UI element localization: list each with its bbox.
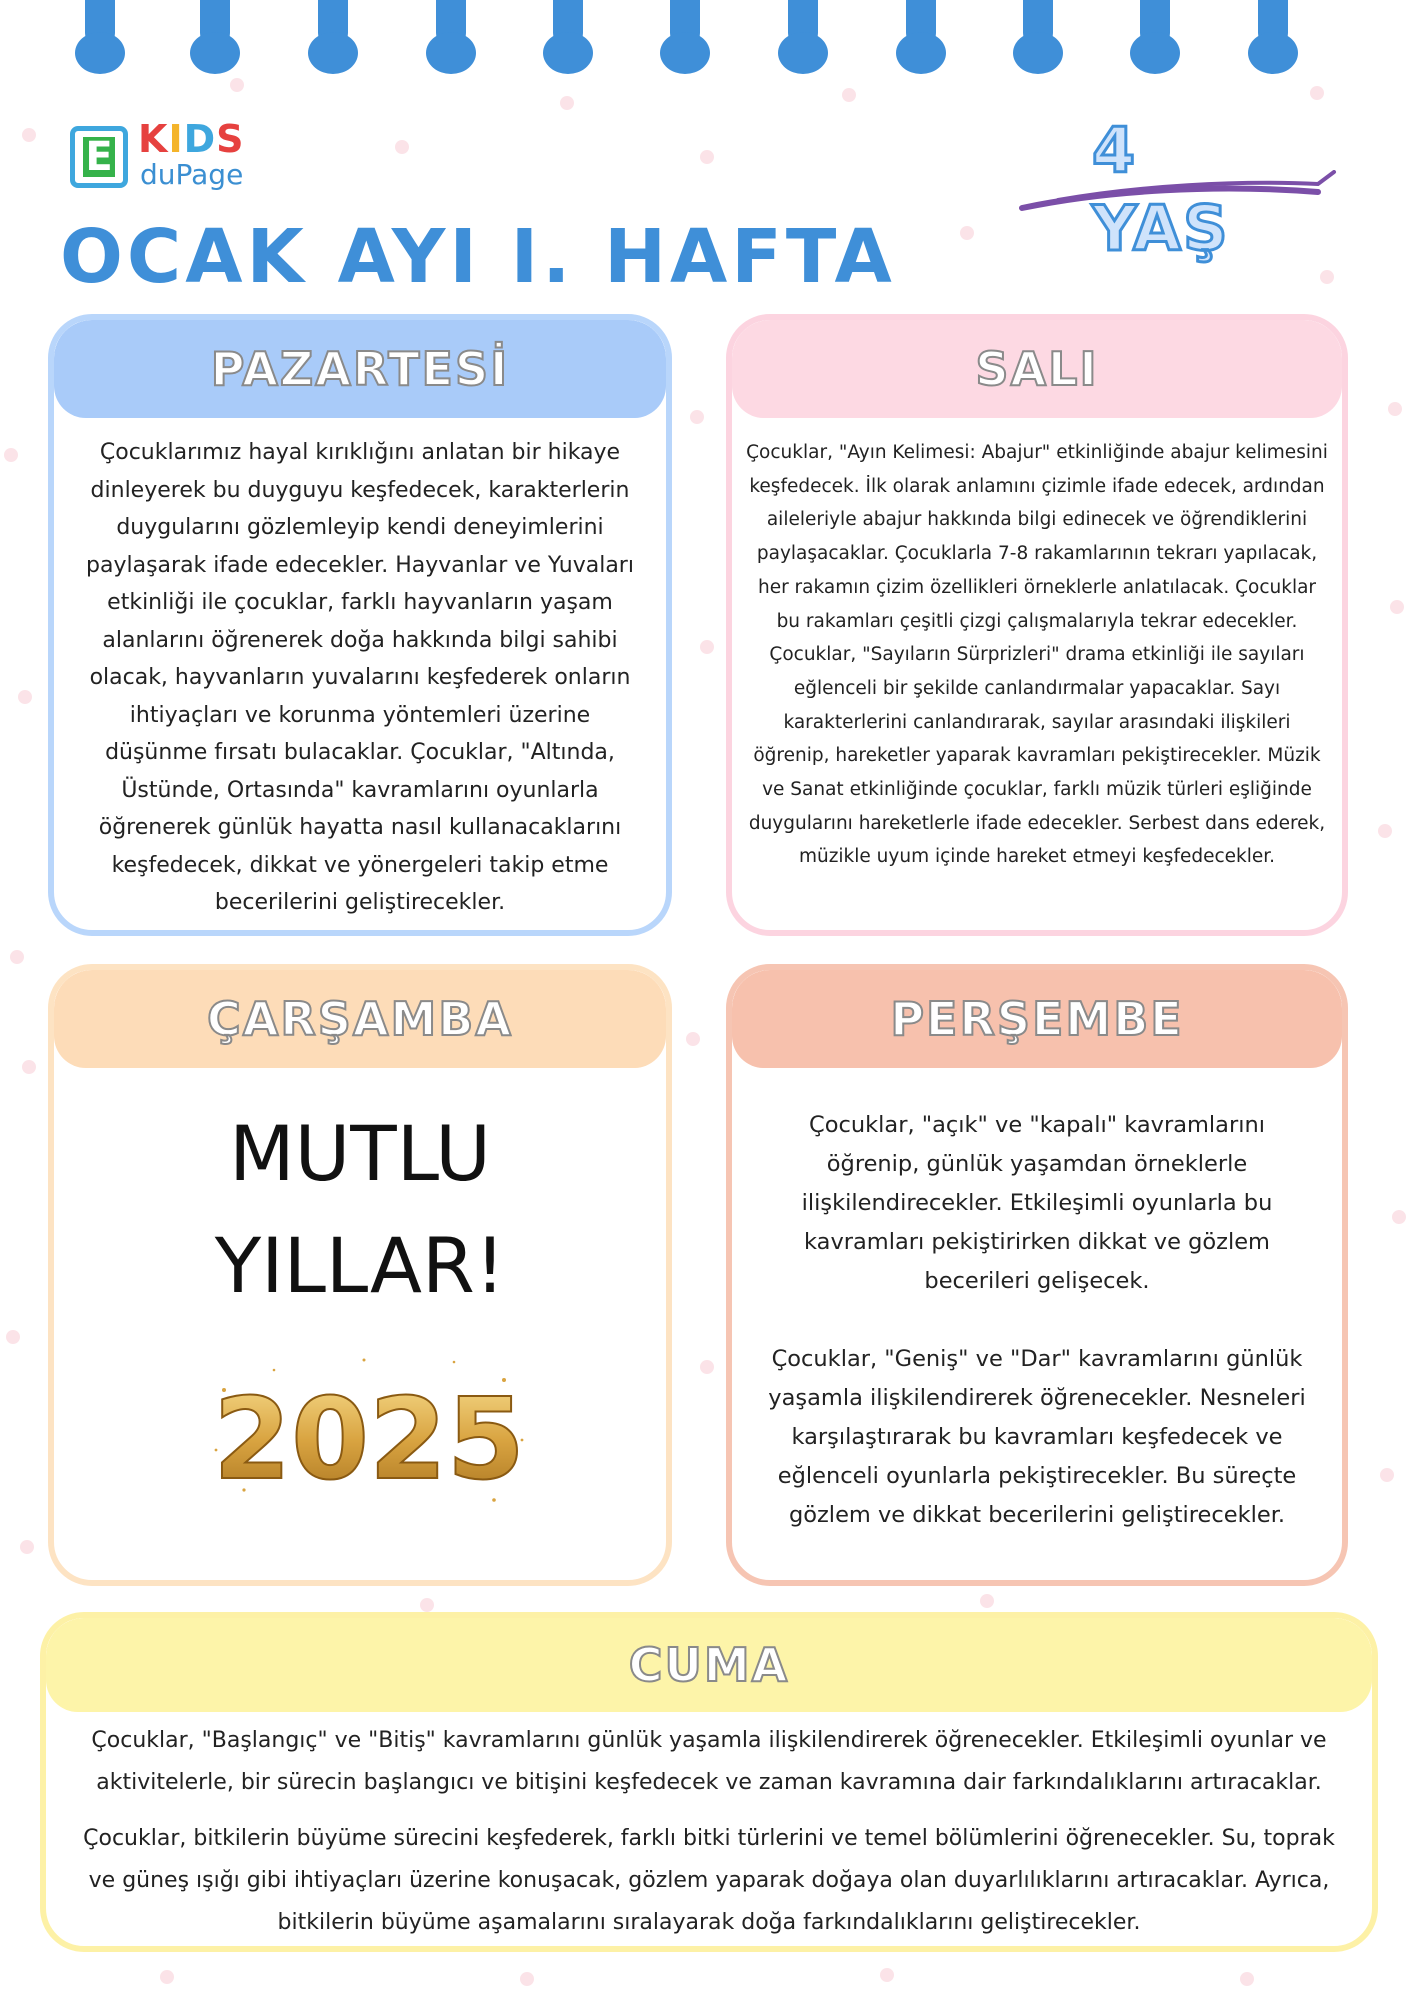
- wednesday-label: ÇARŞAMBA: [207, 992, 513, 1046]
- kids-edupage-logo: [70, 117, 250, 202]
- message-line-1: MUTLU: [229, 1109, 491, 1198]
- friday-label: CUMA: [628, 1638, 790, 1692]
- monday-card: [48, 314, 672, 936]
- wednesday-card: [48, 964, 672, 1586]
- friday-header: [46, 1618, 1372, 1712]
- page-title: OCAK AYI I. HAFTA: [60, 214, 896, 300]
- monday-label: PAZARTESİ: [210, 342, 510, 396]
- monday-header: [54, 320, 666, 418]
- friday-paragraph-1: Çocuklar, "Başlangıç" ve "Bitiş" kavramlarını günlük yaşamla ilişkilendirerek öğrenecekler. Etkileşimli oyunlar ve aktivitelerle, bir sürecin başlangıcı ve bitişini keşfedecek ve zaman kavramına dair farkındalıklarını artıracaklar.: [91, 1728, 1327, 1795]
- happy-new-year-message: [54, 1098, 666, 1322]
- tuesday-header: [732, 320, 1342, 418]
- swoosh-underline: [1018, 170, 1338, 216]
- friday-paragraph-2: Çocuklar, bitkilerin büyüme sürecini keşfederek, farklı bitki türlerini ve temel bölümlerini öğrenecekler. Su, toprak ve güneş ışığı gibi ihtiyaçları üzerine konuşacak, gözlem yaparak doğaya olan duyarlılıklarını artıracaklar. Ayrıca, bitkilerin büyüme aşamalarını sıralayarak doğa farkındalıklarını geliştirecekler.: [83, 1826, 1335, 1935]
- tuesday-card: [726, 314, 1348, 936]
- message-line-2: YILLAR!: [214, 1221, 506, 1310]
- thursday-label: PERŞEMBE: [890, 992, 1184, 1046]
- year-2025-graphic: [204, 1350, 534, 1520]
- logo-letter: E: [83, 137, 115, 177]
- thursday-card: [726, 964, 1348, 1586]
- friday-card: [40, 1612, 1378, 1952]
- monday-text: Çocuklarımız hayal kırıklığını anlatan bir hikaye dinleyerek bu duyguyu keşfedecek, karakterlerin duygularını gözlemleyip kendi deneyimlerini paylaşarak ifade edecekler. Hayvanlar ve Yuvaları etkinliği ile çocuklar, farklı hayvanların yaşam alanlarını öğrenerek doğa hakkında bilgi sahibi olacak, hayvanların yuvalarını keşfederek onların ihtiyaçları ve korunma yöntemleri üzerine düşünme fırsatı bulacaklar. Çocuklar, "Altında, Üstünde, Ortasında" kavramlarını oyunlarla öğrenerek günlük hayatta nasıl kullanacaklarını keşfedecek, dikkat ve yönergeleri takip etme becerilerini geliştirecekler.: [86, 440, 634, 915]
- year-2025-text: 2025: [213, 1375, 525, 1505]
- tuesday-label: SALI: [975, 342, 1099, 396]
- thursday-paragraph-1: Çocuklar, "açık" ve "kapalı" kavramlarını öğrenip, günlük yaşamdan örneklerle ilişkilendirecekler. Etkileşimli oyunlarla bu kavramları pekiştirirken dikkat ve gözlem becerileri gelişecek.: [801, 1112, 1273, 1294]
- thursday-header: [732, 970, 1342, 1068]
- tuesday-text: Çocuklar, "Ayın Kelimesi: Abajur" etkinliğinde abajur kelimesini keşfedecek. İlk olarak anlamını çizimle ifade edecek, ardından aileleriyle abajur hakkında bilgi edinecek ve öğrendiklerini paylaşacaklar. Çocuklarla 7-8 rakamlarının tekrarı yapılacak, her rakamın çizim özellikleri örneklerle anlatılacak. Çocuklar bu rakamları çeşitli çizgi çalışmalarıyla tekrar edecekler. Çocuklar, "Sayıların Sürprizleri" drama etkinliği ile sayıları eğlenceli bir şekilde canlandırmalar yapacaklar. Sayı karakterlerini canlandırarak, sayılar arasındaki ilişkileri öğrenip, hareketler yaparak kavramları pekiştirecekler. Müzik ve Sanat etkinliğinde çocuklar, farklı müzik türleri eşliğinde duygularını hareketlerle ifade edecekler. Serbest dans ederek, müzikle uyum içinde hareket etmeyi keşfedecekler.: [746, 442, 1328, 868]
- logo-mark: [70, 126, 128, 188]
- wednesday-header: [54, 970, 666, 1068]
- logo-kids-text: KIDS: [138, 117, 245, 161]
- thursday-text: [732, 1068, 1342, 1535]
- thursday-paragraph-2: Çocuklar, "Geniş" ve "Dar" kavramlarını günlük yaşamla ilişkilendirerek öğrenecekler. Nesneleri karşılaştırarak bu kavramları keşfedecek ve eğlenceli oyunlarla pekiştirecekler. Bu süreçte gözlem ve dikkat becerilerini geliştirecekler.: [768, 1346, 1306, 1528]
- age-label: 4 YAŞ: [1092, 114, 1230, 265]
- friday-text: [46, 1712, 1372, 1944]
- logo-dupage-text: duPage: [140, 158, 244, 191]
